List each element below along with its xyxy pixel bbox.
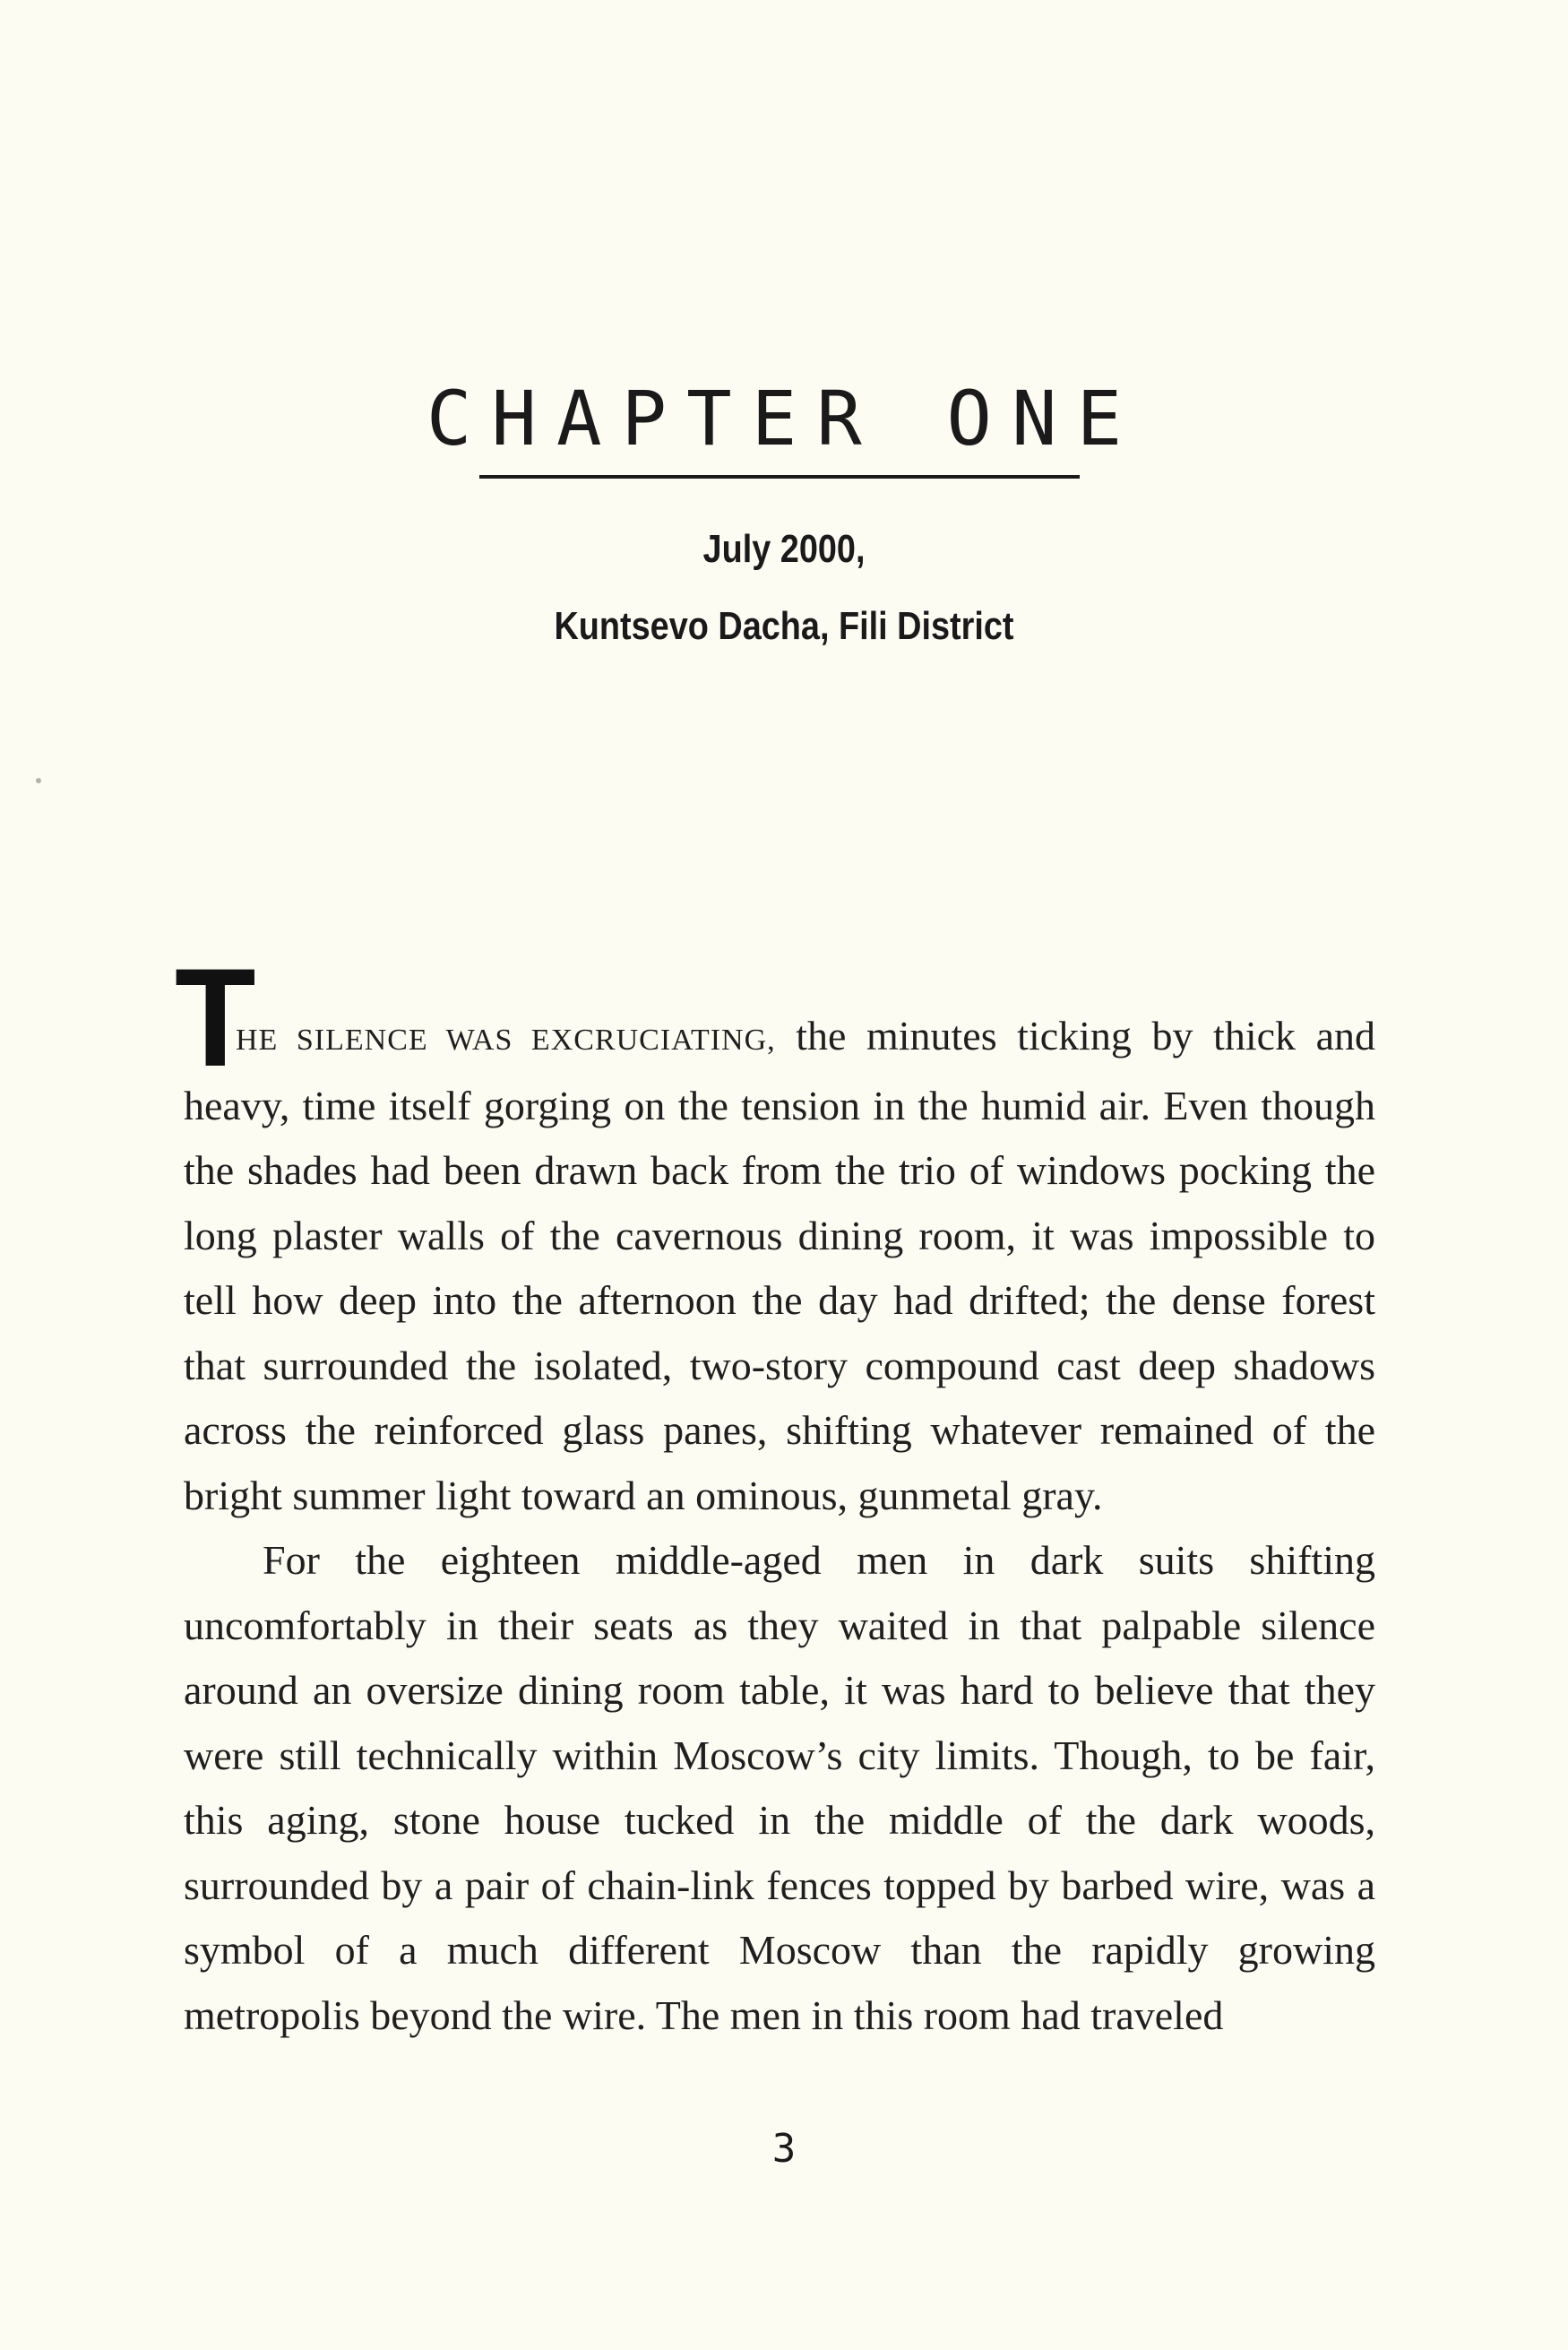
scan-speck [36, 778, 41, 783]
paragraph-2: For the eighteen middle-aged men in dark suits shifting uncomfortably in their seats as they waited in that palpable silence around an oversize dining room table, it was hard to believe that they were still technically within Moscow’s city limits. Though, to be fair, this aging, stone house tucked in the middle of the dark woods, surrounded by a pair of chain-link fences topped by barbed wire, was a symbol of a much different Moscow than the rapidly growing metropolis beyond the wire. The men in this room had traveled [184, 1537, 1375, 2038]
paragraph-1 [184, 1004, 1375, 1528]
drop-cap: T [175, 940, 256, 1096]
body-text [184, 1004, 1375, 2048]
page-number: 3 [771, 2126, 797, 2172]
paragraph-1-text: the minutes ticking by thick and heavy, time itself gorging on the tension in the humid air. Even though the shades had been drawn back from the trio of windows pocking the long plaster walls of the cavernous dining room, it was impossible to tell how deep into the afternoon the day had drifted; the dense forest that surrounded the isolated, two-story compound cast deep shadows across the reinforced glass panes, shifting whatever remained of the bright summer light toward an ominous, gunmetal gray. [184, 1013, 1375, 1518]
chapter-location: Kuntsevo Dacha, Fili District [554, 604, 1014, 648]
chapter-heading: CHAPTER ONE [426, 375, 1142, 462]
heading-rule [479, 475, 1080, 479]
chapter-date: July 2000, [702, 527, 866, 571]
opening-smallcaps: HE SILENCE WAS EXCRUCIATING, [236, 1024, 776, 1057]
